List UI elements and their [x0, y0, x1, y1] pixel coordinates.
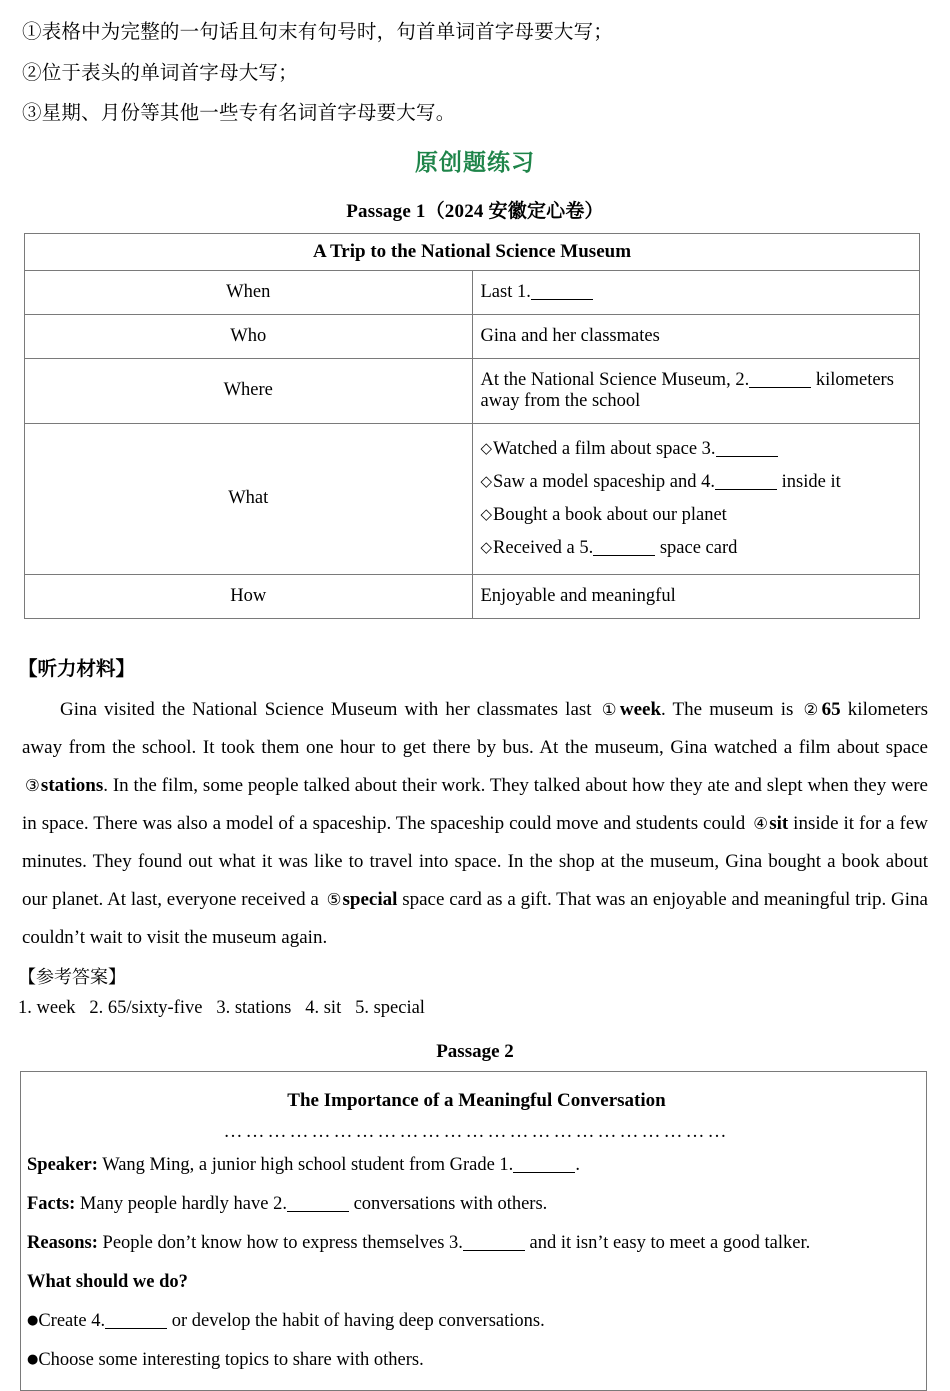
answer-key-heading: 【参考答案】 [18, 966, 126, 988]
table-row-title [25, 233, 920, 270]
action-1-text-before: Create 4. [38, 1310, 106, 1331]
reasons-text-before: People don’t know how to express themselves 3. [97, 1232, 463, 1253]
table-row [25, 358, 920, 423]
facts-text-before: Many people hardly have 2. [75, 1193, 287, 1214]
what-item [481, 532, 920, 565]
facts-text-after: conversations with others. [348, 1193, 548, 1214]
row-key-where: Where [25, 358, 473, 423]
row-key-who: Who [25, 314, 473, 358]
answer-word: week [619, 698, 662, 720]
row-label-speaker: Speaker: [27, 1154, 98, 1175]
answer-key-line: 1. week 2. 65/sixty-five 3. stations 4. sit 5. special [18, 997, 425, 1018]
listening-material-paragraph [22, 691, 928, 957]
answer-blank-p2-4[interactable] [105, 1328, 167, 1329]
paragraph-text: . In the film, some people talked about their work. They talked about how they ate and slept when they were in space. There was also a model of a spaceship. The spaceship could move and students could [22, 774, 928, 834]
paragraph-text: . The museum is [661, 698, 801, 720]
listening-material-heading: 【听力材料】 [18, 656, 136, 680]
bullet-dot-icon: ● [27, 1312, 39, 1328]
note-line-3: ③星期、月份等其他一些专有名词首字母要大写。 [22, 101, 456, 124]
when-text-before: Last 1. [480, 281, 531, 302]
table-row [21, 1071, 927, 1390]
dotted-leader-line: …………………………………………………………… [223, 1120, 730, 1142]
passage-2-title: The Importance of a Meaningful Conversation [287, 1089, 666, 1111]
what-item-text: Saw a model spaceship and 4. [493, 471, 715, 492]
paragraph-text: space card as a gift. That was an enjoyable and meaningful trip. Gina couldn’t wait to visit the museum again. [22, 888, 928, 948]
what-item-text: Received a 5. [493, 537, 594, 558]
row-what-should-we-do [27, 1263, 926, 1302]
what-item-text: Watched a film about space 3. [493, 438, 716, 459]
passage-1-table [24, 233, 920, 619]
speaker-text-before: Wang Ming, a junior high school student from Grade 1. [97, 1154, 514, 1175]
row-reasons [27, 1224, 926, 1263]
capitalization-notes [0, 0, 950, 123]
row-key-what: What [25, 423, 473, 574]
answer-blank-1[interactable] [531, 299, 593, 300]
answer-blank-4[interactable] [715, 489, 777, 490]
answer-word: stations [40, 774, 104, 796]
answer-blank-p2-2[interactable] [287, 1211, 349, 1212]
what-item-text-after: space card [655, 537, 738, 558]
row-action-1 [27, 1302, 926, 1341]
passage-1-label: Passage 1（2024 安徽定心卷） [346, 200, 604, 222]
answer-blank-3[interactable] [716, 456, 778, 457]
circled-number: ① [601, 699, 619, 719]
answer-word: special [342, 888, 398, 910]
circled-number: ④ [753, 813, 769, 833]
circled-number: ⑤ [326, 889, 342, 909]
row-value-how: Enjoyable and meaningful [472, 574, 920, 618]
what-item [481, 499, 920, 532]
row-value-who: Gina and her classmates [472, 314, 920, 358]
table-row [25, 574, 920, 618]
paragraph-text: inside it for a few minutes. They found out what it was like to travel into space. In the shop at the museum, Gina bought a book about our planet. At last, everyone received a [22, 812, 929, 910]
action-2-text: Choose some interesting topics to share with others. [38, 1349, 424, 1370]
reasons-text-after: and it isn’t easy to meet a good talker. [524, 1232, 811, 1253]
answer-blank-5[interactable] [593, 555, 655, 556]
table-title-cell: A Trip to the National Science Museum [25, 233, 920, 270]
answer-blank-p2-3[interactable] [463, 1250, 525, 1251]
answer-blank-p2-1[interactable] [513, 1172, 575, 1173]
circled-number: ③ [25, 775, 40, 795]
table-row [25, 270, 920, 314]
diamond-icon: ◇ [480, 504, 493, 523]
section-heading-original-practice: 原创题练习 [415, 148, 535, 176]
row-label-reasons: Reasons: [27, 1232, 98, 1253]
passage-2-table [20, 1071, 927, 1391]
row-value-what [472, 423, 920, 574]
speaker-text-after: . [575, 1154, 580, 1175]
diamond-icon: ◇ [480, 537, 493, 556]
row-speaker [27, 1146, 926, 1185]
what-item [481, 433, 920, 466]
what-item-text-after: inside it [777, 471, 841, 492]
row-value-when [472, 270, 920, 314]
what-item [481, 466, 920, 499]
row-label-what-should-we-do: What should we do? [27, 1271, 188, 1292]
diamond-icon: ◇ [480, 471, 493, 490]
answer-blank-2[interactable] [749, 387, 811, 388]
table-row [25, 314, 920, 358]
answer-word: 65 [821, 698, 841, 720]
where-text-before: At the National Science Museum, 2. [480, 369, 750, 390]
bullet-dot-icon: ● [27, 1351, 39, 1367]
row-action-2 [27, 1341, 926, 1380]
row-key-when: When [25, 270, 473, 314]
note-line-2: ②位于表头的单词首字母大写； [22, 60, 298, 84]
what-item-text: Bought a book about our planet [493, 504, 727, 525]
circled-number: ② [803, 699, 821, 719]
note-line-1: ①表格中为完整的一句话且句末有句号时，句首单词首字母要大写； [22, 20, 614, 43]
passage-2-label: Passage 2 [436, 1040, 514, 1062]
action-1-text-after: or develop the habit of having deep conversations. [167, 1310, 545, 1331]
where-text-after: kilometers away from the school [480, 369, 894, 411]
paragraph-text: kilometers away from the school. It took them one hour to get there by bus. At the museum, Gina watched a film about space [22, 698, 928, 758]
row-label-facts: Facts: [27, 1193, 76, 1214]
answer-word: sit [769, 812, 789, 834]
table-row [25, 423, 920, 574]
paragraph-text: Gina visited the National Science Museum with her classmates last [60, 698, 599, 720]
row-key-how: How [25, 574, 473, 618]
row-value-where [472, 358, 920, 423]
diamond-icon: ◇ [480, 438, 493, 457]
row-facts [27, 1185, 926, 1224]
passage-2-content [21, 1072, 926, 1390]
passage-2-cell [21, 1071, 927, 1390]
